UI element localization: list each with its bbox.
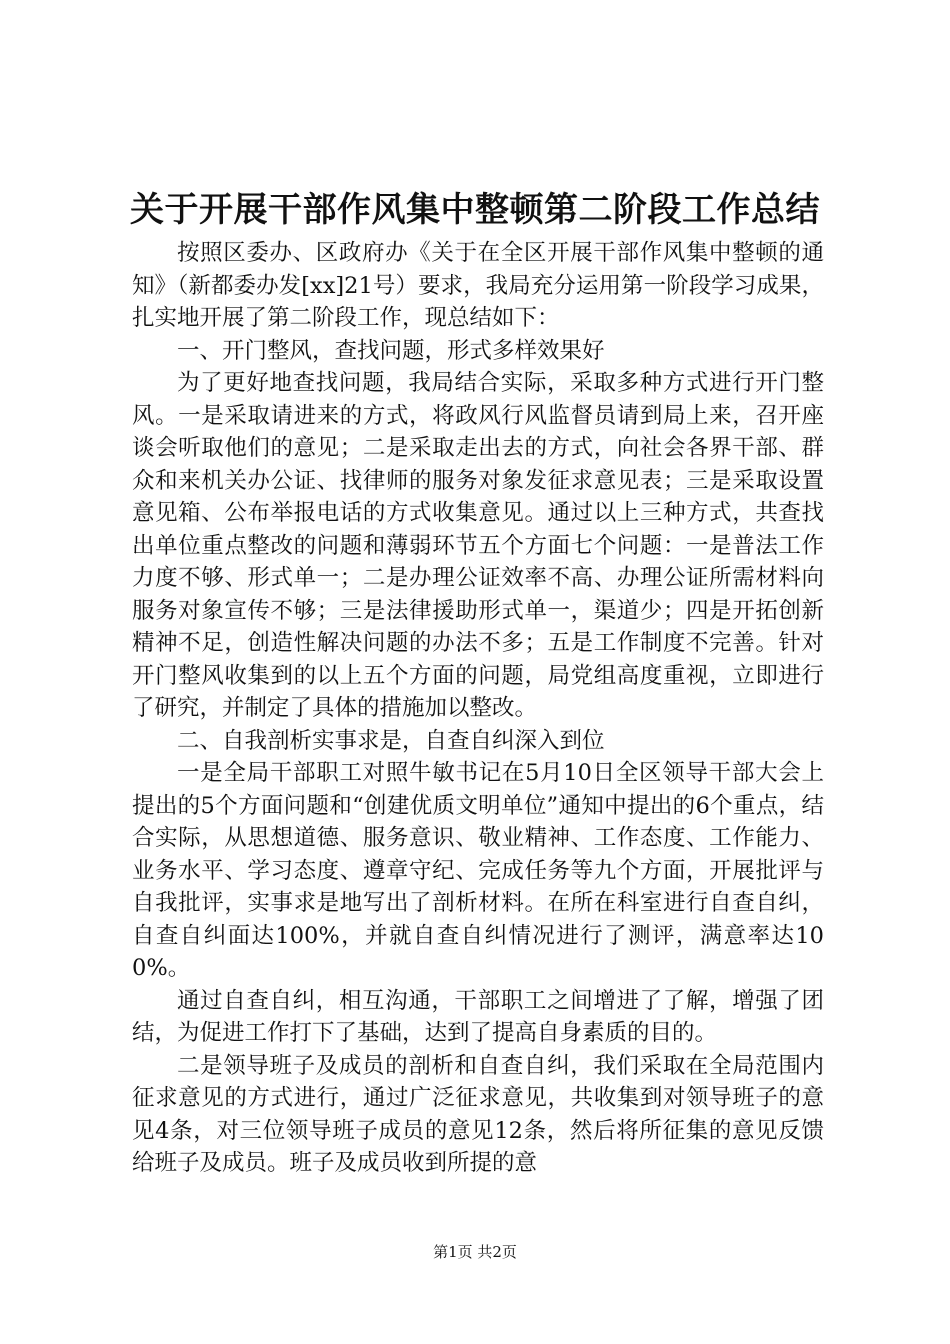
document-title: 关于开展干部作风集中整顿第二阶段工作总结 <box>130 190 820 230</box>
body-paragraph: 二是领导班子及成员的剖析和自查自纠，我们采取在全局范围内征求意见的方式进行，通过广泛征求意见，共收集到对领导班子的意见4条，对三位领导班子成员的意见12条，然后将所征集的意见反馈给班子及成员。班子及成员收到所提的意 <box>132 1052 824 1176</box>
body-paragraph: 为了更好地查找问题，我局结合实际，采取多种方式进行开门整风。一是采取请进来的方式，将政风行风监督员请到局上来，召开座谈会听取他们的意见；二是采取走出去的方式，向社会各界干部、群众和来机关办公证、找律师的服务对象发征求意见表；三是采取设置意见箱、公布举报电话的方式收集意见。通过以上三种方式，共查找出单位重点整改的问题和薄弱环节五个方面七个问题：一是普法工作力度不够、形式单一；二是办理公证效率不高、办理公证所需材料向服务对象宣传不够；三是法律援助形式单一，渠道少；四是开拓创新精神不足，创造性解决问题的办法不多；五是工作制度不完善。针对开门整风收集到的以上五个方面的问题，局党组高度重视，立即进行了研究，并制定了具体的措施加以整改。 <box>132 370 824 721</box>
page-number-footer: 第1页 共2页 <box>433 1243 517 1261</box>
intro-paragraph: 按照区委办、区政府办《关于在全区开展干部作风集中整顿的通知》（新都委办发[xx]21号）要求，我局充分运用第一阶段学习成果，扎实地开展了第二阶段工作，现总结如下： <box>132 240 824 331</box>
section-heading-1: 一、开门整风，查找问题，形式多样效果好 <box>177 337 605 364</box>
section-heading-2: 二、自我剖析实事求是，自查自纠深入到位 <box>177 727 605 754</box>
body-paragraph: 通过自查自纠，相互沟通，干部职工之间增进了了解，增强了团结，为促进工作打下了基础，达到了提高自身素质的目的。 <box>132 987 824 1046</box>
document-body <box>132 237 824 1180</box>
body-paragraph: 一是全局干部职工对照牛敏书记在5月10日全区领导干部大会上提出的5个方面问题和“创建优质文明单位”通知中提出的6个重点，结合实际，从思想道德、服务意识、敬业精神、工作态度、工作能力、业务水平、学习态度、遵章守纪、完成任务等九个方面，开展批评与自我批评，实事求是地写出了剖析材料。在所在科室进行自查自纠，自查自纠面达100%，并就自查自纠情况进行了测评，满意率达100%。 <box>132 760 824 981</box>
